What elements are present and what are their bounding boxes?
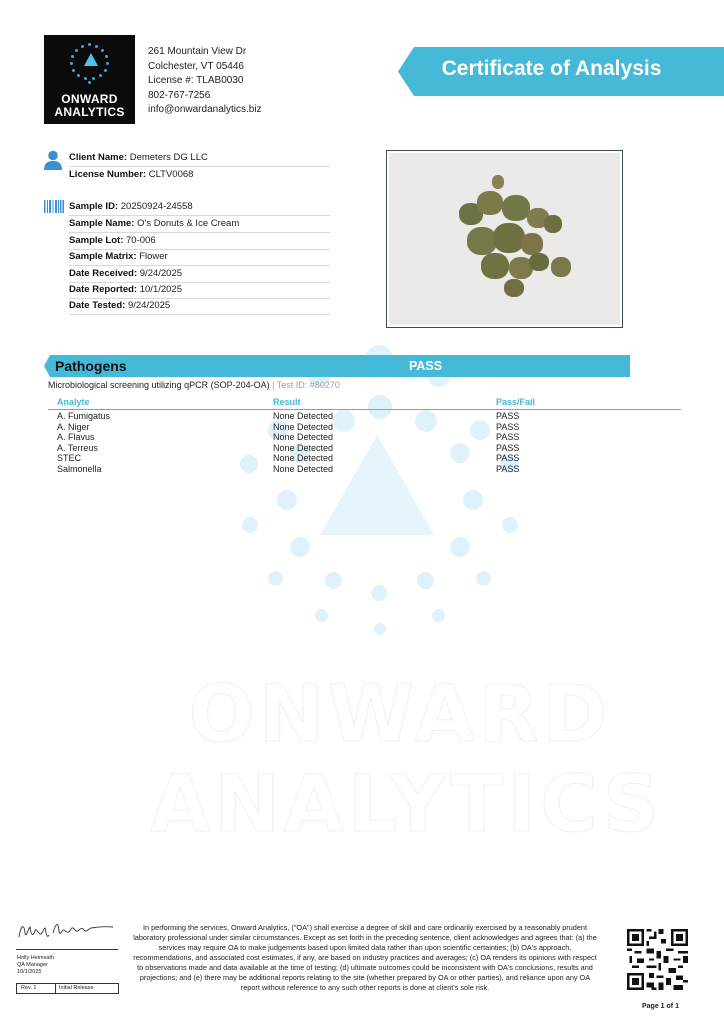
column-header-passfail: Pass/Fail — [496, 397, 536, 407]
method-text: Microbiological screening utilizing qPCR (SOP-204-OA) — [48, 380, 270, 390]
passfail-cell: PASS — [496, 463, 520, 474]
sample-photo — [386, 150, 623, 328]
date-reported-value: 10/1/2025 — [139, 284, 182, 295]
signer-title: QA Manager — [17, 962, 48, 968]
passfail-cell: PASS — [496, 411, 520, 421]
table-row — [0, 422, 724, 433]
passfail-cell: PASS — [496, 442, 520, 453]
client-name-value: Demeters DG LLC — [129, 152, 208, 163]
result-cell: None Detected — [273, 442, 334, 453]
analyte-cell: STEC — [57, 453, 82, 463]
table-row — [0, 464, 724, 475]
analyte-cell: Salmonella — [57, 463, 102, 474]
sample-name-value: O's Donuts & Ice Cream — [137, 218, 240, 229]
barcode-icon — [44, 200, 64, 213]
sample-lot-value: 70-006 — [126, 235, 156, 246]
sample-matrix-value: Flower — [139, 251, 168, 262]
passfail-cell: PASS — [496, 421, 520, 432]
table-row — [0, 443, 724, 454]
date-tested-field — [69, 298, 330, 315]
separator: | — [272, 380, 275, 390]
passfail-cell: PASS — [496, 453, 520, 463]
watermark-line2: ANALYTICS — [150, 760, 664, 850]
client-name-field — [69, 150, 330, 167]
client-license-value: CLTV0068 — [148, 169, 194, 180]
logo-line2: ANALYTICS — [54, 105, 125, 119]
signature-image — [16, 915, 116, 945]
address-city: Colchester, VT 05446 — [148, 60, 244, 72]
sample-lot-label: Sample Lot: — [69, 235, 124, 246]
column-header-result: Result — [273, 397, 301, 407]
disclaimer-text: In performing the services, Onward Analytics, ("OA") shall exercise a degree of skill and care ordinarily exercised by a reasonably prudent laboratory professional under similar circumstances. Except as set forth in the preceding sentence, client acknowledges and agrees that: (a) the services may require OA to make judgements based upon limited data rather than upon scientific certainties; (b) OA's approach, recommendations, and associated cost estimates, if any, are based on industry practices and averages; (c) OA renders its opinions with respect to observations made and data available at the time of testing; (d) ultimate outcomes could be inconsistent with OA's conclusions, results and projections; and (e) there may be additional reports relating to the site (whether prepared by OA or other parties), and reliance upon any OA report without reference to any such other reports is done at client's sole risk. — [133, 923, 597, 992]
watermark-line1: ONWARD — [188, 670, 612, 760]
address-street: 261 Mountain View Dr — [148, 46, 247, 57]
column-header-analyte: Analyte — [57, 397, 90, 407]
sample-id-value: 20250924-24558 — [120, 201, 193, 212]
sample-name-field — [69, 216, 330, 233]
result-cell: None Detected — [273, 463, 334, 474]
signer-date: 10/1/2025 — [17, 969, 42, 975]
result-cell: None Detected — [273, 411, 334, 421]
analyte-cell: A. Terreus — [57, 442, 98, 453]
client-license-label: License Number: — [69, 169, 147, 180]
table-row — [0, 432, 724, 443]
signer-name: Holly Heimsath — [17, 955, 54, 961]
analyte-cell: A. Fumigatus — [57, 411, 111, 421]
pathogens-header-bar — [44, 355, 630, 377]
date-received-label: Date Received: — [69, 268, 138, 279]
pathogens-status: PASS — [409, 359, 443, 373]
result-cell: None Detected — [273, 421, 334, 432]
signer-info — [17, 955, 54, 976]
page-number: Page 1 of 1 — [642, 1003, 679, 1010]
sample-matrix-label: Sample Matrix: — [69, 251, 137, 262]
table-row — [0, 453, 724, 464]
revision-label: Rev. 1 — [21, 985, 37, 991]
sample-id-field — [69, 199, 330, 216]
result-cell: None Detected — [273, 453, 334, 463]
qr-code-icon — [627, 929, 688, 990]
header-divider — [48, 409, 681, 410]
sample-matrix-field — [69, 249, 330, 266]
pathogens-description — [48, 380, 340, 390]
passfail-cell: PASS — [496, 432, 520, 442]
sample-name-label: Sample Name: — [69, 218, 135, 229]
date-reported-field — [69, 282, 330, 299]
date-received-field — [69, 266, 330, 283]
analyte-cell: A. Niger — [57, 421, 90, 432]
revision-box — [16, 983, 119, 994]
client-name-label: Client Name: — [69, 152, 128, 163]
date-tested-value: 9/24/2025 — [127, 300, 171, 311]
result-cell: None Detected — [273, 432, 334, 442]
date-received-value: 9/24/2025 — [139, 268, 183, 279]
logo-line1: ONWARD — [61, 92, 118, 106]
sample-lot-field — [69, 233, 330, 250]
lab-address — [148, 45, 262, 118]
date-tested-label: Date Tested: — [69, 300, 126, 311]
address-email: info@onwardanalytics.biz — [148, 104, 262, 115]
page-title: Certificate of Analysis — [441, 57, 662, 80]
signature-line — [16, 949, 118, 950]
revision-note: Initial Release — [59, 985, 94, 991]
user-icon — [44, 150, 62, 170]
address-phone: 802-767-7256 — [148, 89, 211, 101]
sample-id-label: Sample ID: — [69, 201, 119, 212]
analyte-cell: A. Flavus — [57, 432, 95, 442]
date-reported-label: Date Reported: — [69, 284, 138, 295]
address-license: License #: TLAB0030 — [148, 75, 244, 86]
pathogens-title: Pathogens — [55, 358, 127, 374]
test-id: Test ID: #80270 — [276, 380, 340, 390]
table-row — [0, 411, 724, 422]
company-logo — [44, 35, 135, 124]
client-license-field — [69, 167, 330, 183]
